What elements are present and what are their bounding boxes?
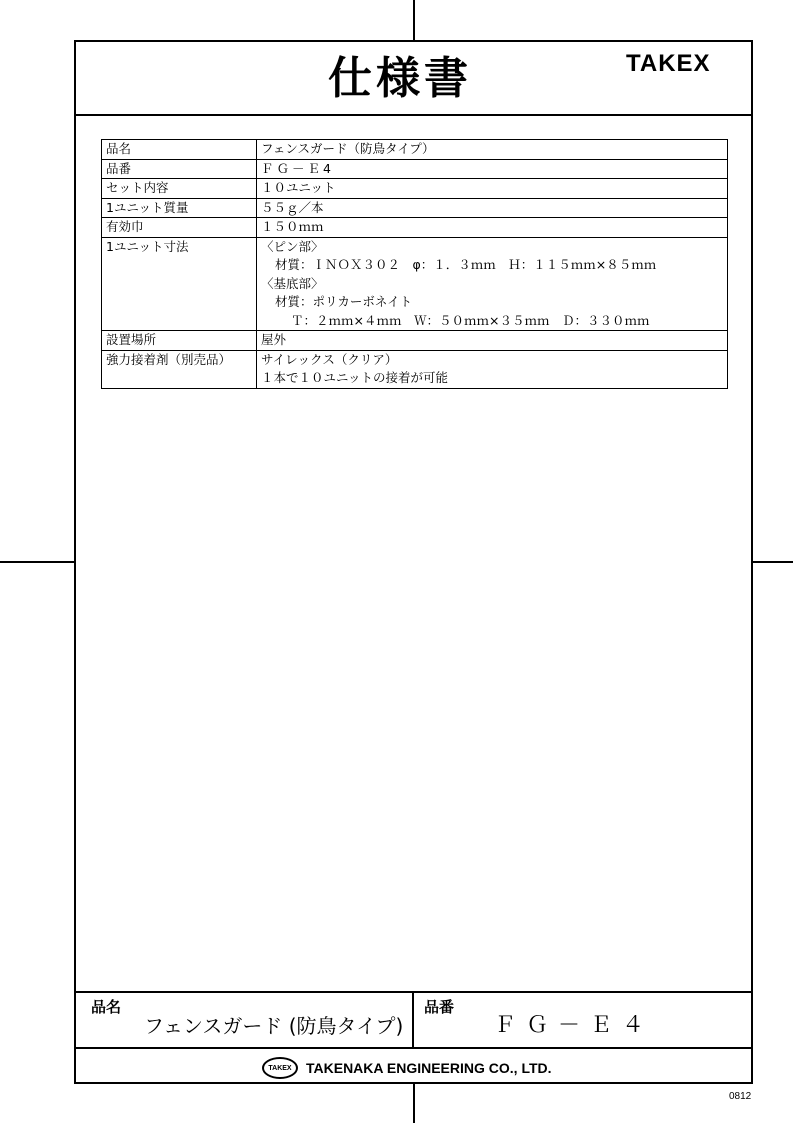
spec-value-line: １０ユニット bbox=[261, 180, 336, 195]
crop-mark-right bbox=[751, 561, 793, 563]
spec-value bbox=[257, 198, 728, 218]
spec-value-line: 材質：ポリカーボネイト bbox=[275, 294, 413, 309]
spec-value bbox=[257, 237, 728, 331]
spec-label: セット内容 bbox=[102, 179, 257, 199]
spec-value-line: ５５ｇ／本 bbox=[261, 199, 324, 215]
spec-row-dimensions bbox=[102, 237, 728, 331]
spec-label: 1ユニット質量 bbox=[102, 198, 257, 218]
spec-value-line: 〈基底部〉 bbox=[261, 275, 324, 291]
header-divider bbox=[74, 114, 753, 116]
spec-row-mass bbox=[102, 198, 728, 218]
spec-label: 強力接着剤（別売品） bbox=[102, 350, 257, 388]
crop-mark-top bbox=[413, 0, 415, 42]
crop-mark-left bbox=[0, 561, 76, 563]
spec-value-line: サイレックス（クリア） bbox=[261, 351, 398, 367]
spec-value-line: １５０ｍｍ bbox=[261, 219, 324, 234]
spec-value bbox=[257, 140, 728, 160]
footer-divider-vertical bbox=[412, 991, 414, 1048]
spec-label: 1ユニット寸法 bbox=[102, 237, 257, 331]
spec-value-line: フェンスガード（防鳥タイプ） bbox=[261, 141, 435, 156]
spec-value-line: 材質：ＩＮＯＸ３０２ φ：１．３ｍｍ Ｈ：１１５ｍｍ×８５ｍｍ bbox=[275, 257, 657, 272]
spec-value-line: Ｔ：２ｍｍ×４ｍｍ Ｗ：５０ｍｍ×３５ｍｍ Ｄ：３３０ｍｍ bbox=[291, 312, 650, 328]
spec-row-adhesive bbox=[102, 350, 728, 388]
brand-logo: TAKEX bbox=[626, 50, 711, 77]
spec-row-location bbox=[102, 331, 728, 351]
spec-label: 有効巾 bbox=[102, 218, 257, 238]
document-number: 0812 bbox=[729, 1091, 752, 1102]
company-line bbox=[262, 1054, 552, 1082]
company-name: TAKENAKA ENGINEERING CO., LTD. bbox=[306, 1060, 552, 1076]
spec-row-set bbox=[102, 179, 728, 199]
spec-row-code bbox=[102, 159, 728, 179]
footer-code-label: 品番 bbox=[424, 998, 455, 1016]
spec-value bbox=[257, 350, 728, 388]
spec-value bbox=[257, 331, 728, 351]
spec-value bbox=[257, 159, 728, 179]
spec-label: 品名 bbox=[102, 140, 257, 160]
footer-name-value: フェンスガード (防鳥タイプ) bbox=[144, 1014, 404, 1038]
spec-table bbox=[101, 139, 728, 389]
spec-value bbox=[257, 218, 728, 238]
company-logo: TAKEX bbox=[262, 1057, 298, 1079]
footer-code-value: ＦＧ－Ｅ４ bbox=[494, 1013, 655, 1038]
spec-label: 設置場所 bbox=[102, 331, 257, 351]
spec-label: 品番 bbox=[102, 159, 257, 179]
spec-value-line: ＦＧ－Ｅ4 bbox=[261, 160, 334, 176]
spec-value-line: 〈ピン部〉 bbox=[261, 238, 324, 254]
footer-name-label: 品名 bbox=[91, 998, 122, 1016]
spec-row-width bbox=[102, 218, 728, 238]
document-title: 仕様書 bbox=[328, 53, 472, 104]
spec-value bbox=[257, 179, 728, 199]
spec-value-line: １本で１０ユニットの接着が可能 bbox=[261, 370, 449, 385]
spec-value-line: 屋外 bbox=[261, 332, 287, 347]
spec-row-name bbox=[102, 140, 728, 160]
crop-mark-bottom bbox=[413, 1084, 415, 1123]
